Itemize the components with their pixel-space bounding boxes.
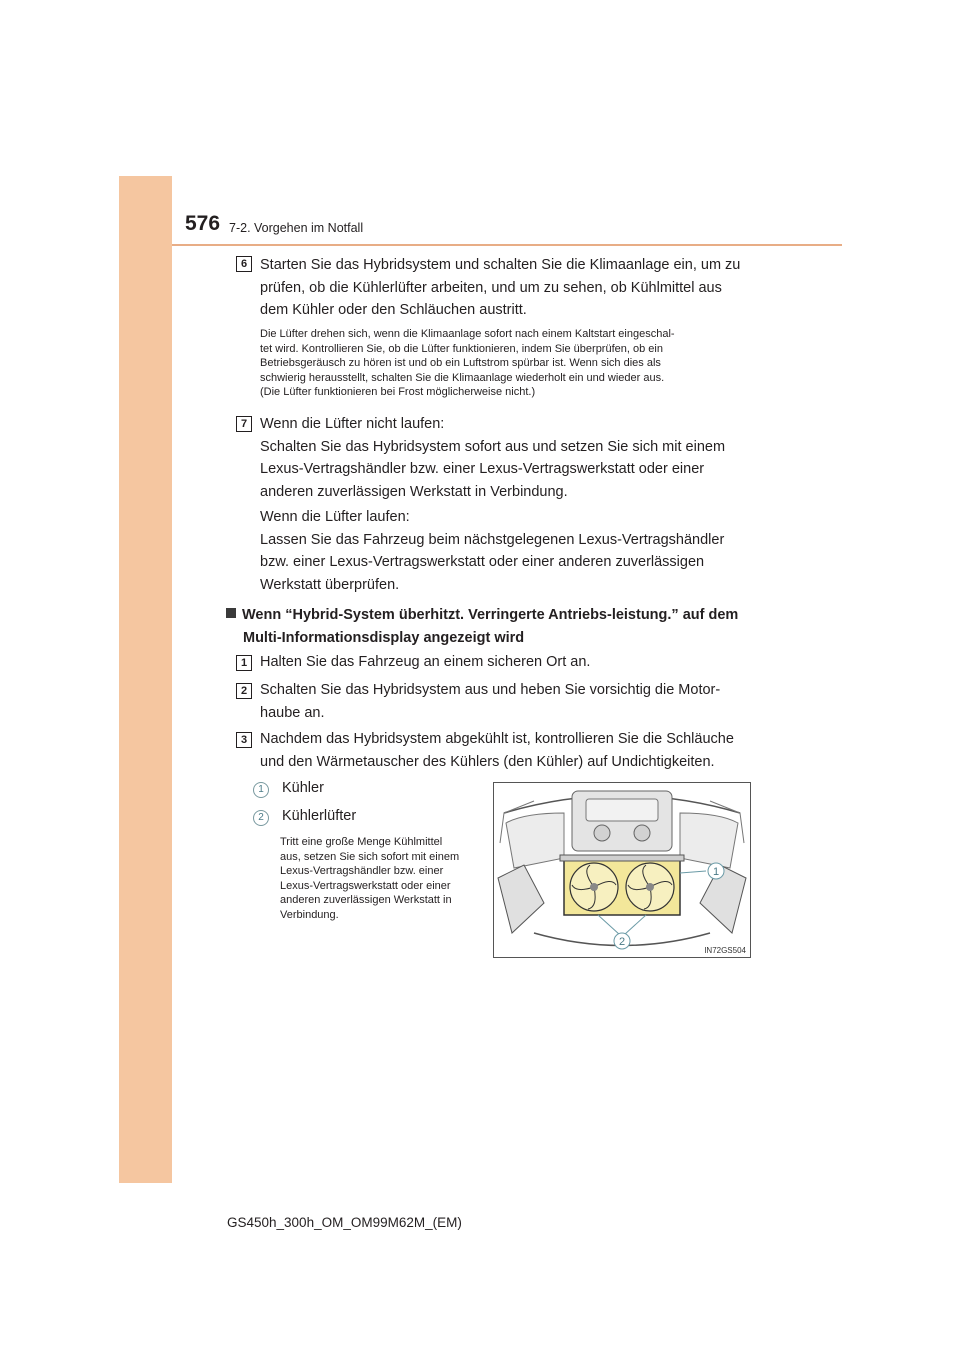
radiator-top-bar xyxy=(560,855,684,861)
step-3-text xyxy=(260,728,744,773)
step-3-line: und den Wärmetauscher des Kühlers (den Kühler) auf Undichtigkeiten. xyxy=(260,753,715,770)
step-6-note xyxy=(260,327,744,400)
right-compartment xyxy=(680,813,738,868)
note-line: (Die Lüfter funktionieren bei Frost möglicherweise nicht.) xyxy=(260,386,536,398)
note-line: tet wird. Kontrollieren Sie, ob die Lüfter funktionieren, indem Sie überprüfen, ob ein xyxy=(260,342,663,355)
step-7-text xyxy=(260,413,744,503)
note-line: anderen zuverlässigen Werkstatt in xyxy=(280,894,452,906)
note-line: schwierig herausstellt, schalten Sie die Klimaanlage wiederholt ein und wieder aus. xyxy=(260,371,665,384)
legend-note xyxy=(280,835,482,922)
step-7-line: Wenn die Lüfter laufen: xyxy=(260,509,410,525)
callout-1-label: 1 xyxy=(712,866,720,878)
heading-line: Wenn “Hybrid-System überhitzt. Verringerte Antriebs-leistung.” auf dem xyxy=(242,607,739,623)
step-6-line: prüfen, ob die Kühlerlüfter arbeiten, und um zu sehen, ob Kühlmittel aus xyxy=(260,279,722,296)
step-7-line: Lexus-Vertragshändler bzw. einer Lexus-Vertragswerkstatt oder einer xyxy=(260,461,705,477)
leader-line-1 xyxy=(680,871,706,873)
leader-line-2 xyxy=(624,915,646,935)
step-3-line: Nachdem das Hybridsystem abgekühlt ist, kontrollieren Sie die Schläuche xyxy=(260,731,734,747)
callout-2-label: 2 xyxy=(618,936,626,948)
step-6-line: Starten Sie das Hybridsystem und schalten Sie die Klimaanlage ein, um zu xyxy=(260,257,741,273)
document-footer: GS450h_300h_OM_OM99M62M_(EM) xyxy=(227,1215,462,1230)
step-7-text-2 xyxy=(260,506,744,596)
section-title: 7-2. Vorgehen im Notfall xyxy=(229,221,364,235)
step-7-line: anderen zuverlässigen Werkstatt in Verbindung. xyxy=(260,483,568,500)
square-bullet-icon xyxy=(226,608,236,618)
left-compartment xyxy=(506,813,564,868)
step-number-1: 1 xyxy=(236,655,252,671)
step-number-6: 6 xyxy=(236,256,252,272)
page-number: 576 xyxy=(185,212,221,235)
legend-number-1: 1 xyxy=(253,782,269,798)
note-line: Betriebsgeräusch zu hören ist und ob ein Luftstrom spürbar ist. Wenn sich dies als xyxy=(260,357,661,369)
chapter-sidebar-tab xyxy=(119,176,172,1183)
note-line: Die Lüfter drehen sich, wenn die Klimaanlage sofort nach einem Kaltstart eingeschal- xyxy=(260,328,675,340)
step-6-text xyxy=(260,254,744,322)
engine-part xyxy=(634,825,650,841)
step-7-line: Schalten Sie das Hybridsystem sofort aus und setzen Sie sich mit einem xyxy=(260,438,726,455)
step-2-line: Schalten Sie das Hybridsystem aus und heben Sie vorsichtig die Motor- xyxy=(260,682,721,698)
note-line: Lexus-Vertragswerkstatt oder einer xyxy=(280,879,451,892)
step-7-line: Lassen Sie das Fahrzeug beim nächstgelegenen Lexus-Vertragshändler xyxy=(260,531,725,548)
headlight-left xyxy=(498,865,544,933)
step-7-line: Wenn die Lüfter nicht laufen: xyxy=(260,416,445,432)
step-2-text xyxy=(260,679,744,724)
note-line: Verbindung. xyxy=(280,908,339,921)
step-number-7: 7 xyxy=(236,416,252,432)
fan-hub xyxy=(646,883,654,891)
leader-line-2 xyxy=(598,915,620,935)
engine-bay-illustration xyxy=(493,782,751,958)
note-line: Lexus-Vertragshändler bzw. einer xyxy=(280,865,444,877)
step-1-text xyxy=(260,651,744,674)
step-7-line: Werkstatt überprüfen. xyxy=(260,576,400,593)
step-7-line: bzw. einer Lexus-Vertragswerkstatt oder einer anderen zuverlässigen xyxy=(260,554,705,570)
note-line: aus, setzen Sie sich sofort mit einem xyxy=(280,850,460,863)
step-number-2: 2 xyxy=(236,683,252,699)
fan-hub xyxy=(590,883,598,891)
engine-cover xyxy=(586,799,658,821)
legend-label-kuehlerluefter: Kühlerlüfter xyxy=(282,808,357,824)
section-heading xyxy=(226,604,746,649)
step-number-3: 3 xyxy=(236,732,252,748)
figure-code: IN72GS504 xyxy=(704,946,746,955)
legend-number-2: 2 xyxy=(253,810,269,826)
note-line: Tritt eine große Menge Kühlmittel xyxy=(280,836,443,848)
legend-label-kuehler: Kühler xyxy=(282,780,324,796)
heading-line: Multi-Informationsdisplay angezeigt wird xyxy=(243,629,525,646)
engine-part xyxy=(594,825,610,841)
step-6-line: dem Kühler oder den Schläuchen austritt. xyxy=(260,302,527,318)
step-2-line: haube an. xyxy=(260,704,325,721)
step-1-line: Halten Sie das Fahrzeug an einem sicheren Ort an. xyxy=(260,654,591,670)
engine-bay-drawing xyxy=(494,783,750,957)
header-rule xyxy=(172,244,842,246)
